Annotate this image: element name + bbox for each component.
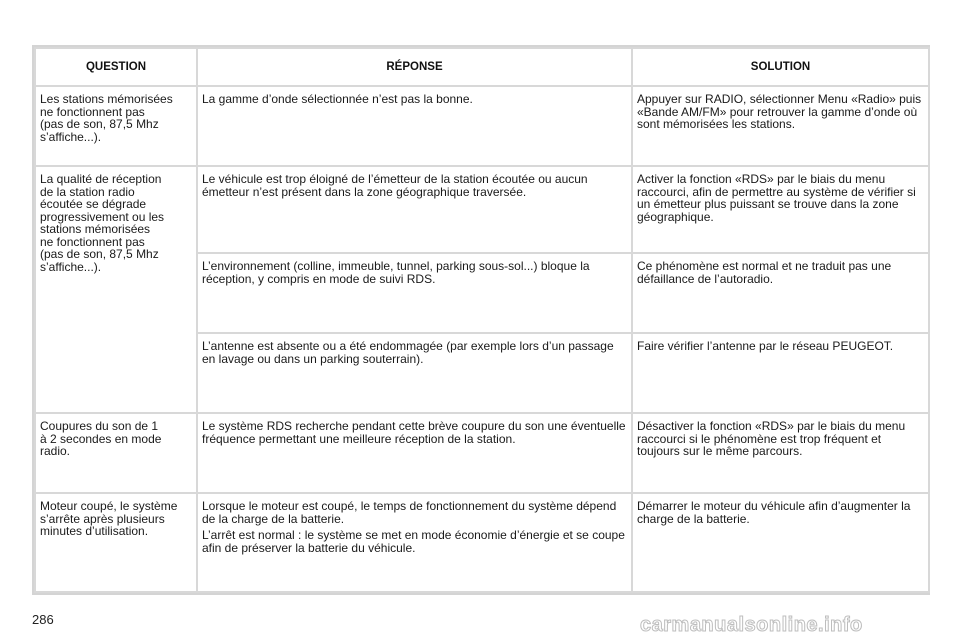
reponse-cell: Le véhicule est trop éloigné de l’émetteur de la station écoutée ou aucun émetteur n’est présent dans la zone géographique traversée. — [197, 166, 632, 253]
reponse-cell — [197, 493, 632, 592]
table-header-row — [35, 48, 929, 86]
troubleshooting-table — [34, 47, 930, 593]
header-question: QUESTION — [35, 48, 197, 86]
question-cell: Coupures du son de 1 à 2 secondes en mode radio. — [35, 413, 197, 493]
solution-cell: Faire vérifier l’antenne par le réseau PEUGEOT. — [632, 333, 929, 413]
reponse-cell: L’antenne est absente ou a été endommagée (par exemple lors d’un passage en lavage ou dans un parking souterrain). — [197, 333, 632, 413]
question-cell: Moteur coupé, le système s’arrête après plusieurs minutes d’utilisation. — [35, 493, 197, 592]
question-cell: Les stations mémorisées ne fonctionnent pas (pas de son, 87,5 Mhz s’affiche...). — [35, 86, 197, 166]
table-row — [35, 493, 929, 592]
reponse-cell: Le système RDS recherche pendant cette brève coupure du son une éventuelle fréquence permettant une meilleure réception de la station. — [197, 413, 632, 493]
solution-cell: Désactiver la fonction «RDS» par le biais du menu raccourci si le phénomène est trop fréquent et toujours sur le même parcours. — [632, 413, 929, 493]
reponse-paragraph: L’arrêt est normal : le système se met en mode économie d’énergie et se coupe afin de préserver la batterie du véhicule. — [202, 528, 625, 555]
solution-cell: Ce phénomène est normal et ne traduit pas une défaillance de l’autoradio. — [632, 253, 929, 333]
question-cell: La qualité de réception de la station radio écoutée se dégrade progressivement ou les stations mémorisées ne fonctionnent pas (pas de son, 87,5 Mhz s’affiche...). — [35, 166, 197, 413]
solution-cell: Activer la fonction «RDS» par le biais du menu raccourci, afin de permettre au système de vérifier si un émetteur plus puissant se trouve dans la zone géographique. — [632, 166, 929, 253]
table-row — [35, 86, 929, 166]
page-number: 286 — [32, 612, 54, 627]
solution-cell: Appuyer sur RADIO, sélectionner Menu «Radio» puis «Bande AM/FM» pour retrouver la gamme d’onde où sont mémorisées les stations. — [632, 86, 929, 166]
troubleshooting-table-frame — [32, 45, 930, 595]
solution-cell: Démarrer le moteur du véhicule afin d’augmenter la charge de la batterie. — [632, 493, 929, 592]
table-row — [35, 166, 929, 253]
header-solution: SOLUTION — [632, 48, 929, 86]
reponse-cell: La gamme d’onde sélectionnée n’est pas la bonne. — [197, 86, 632, 166]
header-reponse: RÉPONSE — [197, 48, 632, 86]
watermark: carmanualsonline.info — [640, 614, 863, 636]
reponse-paragraph: Lorsque le moteur est coupé, le temps de fonctionnement du système dépend de la charge de la batterie. — [202, 499, 617, 526]
table-row — [35, 413, 929, 493]
reponse-cell: L’environnement (colline, immeuble, tunnel, parking sous-sol...) bloque la réception, y compris en mode de suivi RDS. — [197, 253, 632, 333]
